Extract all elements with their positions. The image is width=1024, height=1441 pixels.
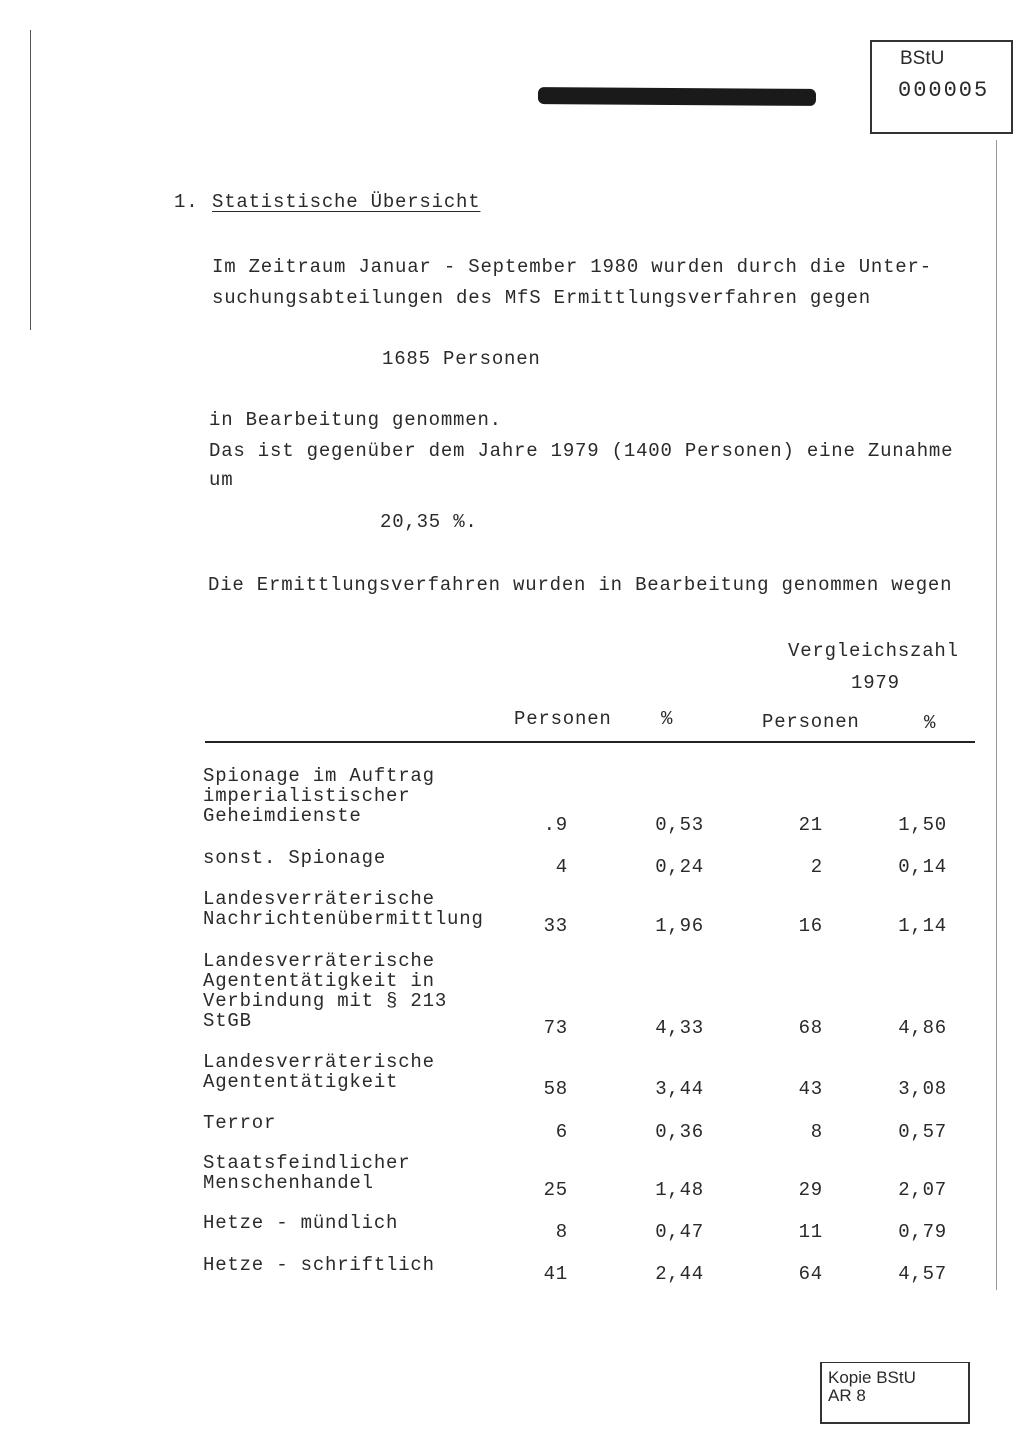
copy-stamp-line-1: Kopie BStU — [828, 1368, 916, 1387]
paragraph-line-2: suchungsabteilungen des MfS Ermittlungsverfahren gegen — [212, 287, 871, 309]
category-line: Agententätigkeit in — [203, 970, 435, 992]
row-nachrichtenuebermittlung-persons-1980: 33 — [543, 915, 568, 937]
row-terror-category — [203, 1113, 503, 1133]
category-line: Geheimdienste — [203, 805, 362, 827]
row-agententaetigkeit-213-percent-1980: 4,33 — [655, 1017, 704, 1039]
row-hetze-muendlich-persons-1979: 11 — [798, 1221, 823, 1243]
left-margin-line — [30, 30, 31, 330]
category-line: Menschenhandel — [203, 1172, 374, 1194]
category-line: Verbindung mit § 213 — [203, 990, 448, 1012]
category-line: Spionage im Auftrag — [203, 765, 435, 787]
redaction-bar — [538, 87, 816, 106]
row-agententaetigkeit-213-percent-1979: 4,86 — [898, 1017, 947, 1039]
category-line: Agententätigkeit — [203, 1071, 399, 1093]
row-agententaetigkeit-percent-1980: 3,44 — [655, 1078, 704, 1100]
section-number: 1. — [174, 191, 199, 213]
row-hetze-muendlich-percent-1979: 0,79 — [898, 1221, 947, 1243]
row-agententaetigkeit-category — [203, 1052, 503, 1092]
category-line: Hetze - schriftlich — [203, 1254, 435, 1276]
row-menschenhandel-category — [203, 1153, 503, 1193]
paragraph-line-1: Im Zeitraum Januar - September 1980 wurden durch die Unter- — [212, 256, 932, 278]
row-hetze-muendlich-persons-1980: 8 — [555, 1221, 568, 1243]
increase-percentage: 20,35 %. — [380, 511, 478, 533]
row-agententaetigkeit-persons-1979: 43 — [798, 1078, 823, 1100]
row-hetze-muendlich-percent-1980: 0,47 — [655, 1221, 704, 1243]
row-spionage-auftrag-percent-1980: 0,53 — [655, 814, 704, 836]
row-menschenhandel-percent-1979: 2,07 — [898, 1179, 947, 1201]
paragraph-line-4: Das ist gegenüber dem Jahre 1979 (1400 Personen) eine Zunahme — [209, 440, 954, 462]
category-line: StGB — [203, 1010, 252, 1032]
archive-stamp — [870, 40, 1013, 134]
row-nachrichtenuebermittlung-percent-1980: 1,96 — [655, 915, 704, 937]
header-percent-1980: % — [661, 708, 674, 730]
row-terror-percent-1980: 0,36 — [655, 1121, 704, 1143]
row-spionage-auftrag-persons-1979: 21 — [798, 814, 823, 836]
row-sonst-spionage-persons-1980: 4 — [555, 856, 568, 878]
table-header-rule — [205, 741, 975, 743]
category-line: sonst. Spionage — [203, 847, 387, 869]
row-sonst-spionage-percent-1979: 0,14 — [898, 856, 947, 878]
row-nachrichtenuebermittlung-percent-1979: 1,14 — [898, 915, 947, 937]
paragraph-line-3: in Bearbeitung genommen. — [209, 409, 502, 431]
category-line: Landesverräterische — [203, 950, 435, 972]
row-sonst-spionage-persons-1979: 2 — [810, 856, 823, 878]
row-agententaetigkeit-213-persons-1980: 73 — [543, 1017, 568, 1039]
category-line: Landesverräterische — [203, 1051, 435, 1073]
comparison-year: 1979 — [851, 672, 900, 694]
row-terror-persons-1979: 8 — [810, 1121, 823, 1143]
category-line: Hetze - mündlich — [203, 1212, 399, 1234]
row-menschenhandel-persons-1980: 25 — [543, 1179, 568, 1201]
row-spionage-auftrag-persons-1980: .9 — [543, 814, 568, 836]
row-hetze-schriftlich-percent-1980: 2,44 — [655, 1263, 704, 1285]
row-terror-persons-1980: 6 — [555, 1121, 568, 1143]
category-line: imperialistischer — [203, 785, 411, 807]
header-persons-1979: Personen — [762, 711, 860, 733]
copy-stamp — [820, 1362, 970, 1424]
row-menschenhandel-persons-1979: 29 — [798, 1179, 823, 1201]
comparison-label: Vergleichszahl — [788, 640, 959, 662]
row-nachrichtenuebermittlung-category — [203, 889, 503, 929]
row-agententaetigkeit-percent-1979: 3,08 — [898, 1078, 947, 1100]
category-line: Terror — [203, 1112, 277, 1134]
section-title: Statistische Übersicht — [212, 191, 481, 213]
row-hetze-schriftlich-percent-1979: 4,57 — [898, 1263, 947, 1285]
row-agententaetigkeit-213-persons-1979: 68 — [798, 1017, 823, 1039]
row-agententaetigkeit-213-category — [203, 951, 503, 1031]
row-agententaetigkeit-persons-1980: 58 — [543, 1078, 568, 1100]
row-hetze-schriftlich-persons-1980: 41 — [543, 1263, 568, 1285]
row-hetze-muendlich-category — [203, 1213, 503, 1233]
category-line: Nachrichtenübermittlung — [203, 908, 484, 930]
row-hetze-schriftlich-persons-1979: 64 — [798, 1263, 823, 1285]
copy-stamp-line-2: AR 8 — [828, 1386, 866, 1405]
row-nachrichtenuebermittlung-persons-1979: 16 — [798, 915, 823, 937]
stamp-agency: BStU — [900, 48, 945, 69]
row-spionage-auftrag-category — [203, 766, 503, 826]
category-line: Landesverräterische — [203, 888, 435, 910]
row-hetze-schriftlich-category — [203, 1255, 503, 1275]
stamp-page-number: 000005 — [898, 78, 990, 103]
paragraph-line-5: um — [209, 469, 234, 491]
row-terror-percent-1979: 0,57 — [898, 1121, 947, 1143]
category-line: Staatsfeindlicher — [203, 1152, 411, 1174]
right-margin-line — [996, 140, 997, 1290]
header-percent-1979: % — [924, 712, 937, 734]
row-menschenhandel-percent-1980: 1,48 — [655, 1179, 704, 1201]
row-sonst-spionage-percent-1980: 0,24 — [655, 856, 704, 878]
persons-count: 1685 Personen — [382, 348, 541, 370]
row-spionage-auftrag-percent-1979: 1,50 — [898, 814, 947, 836]
row-sonst-spionage-category — [203, 848, 503, 868]
header-persons-1980: Personen — [514, 708, 612, 730]
paragraph-line-6: Die Ermittlungsverfahren wurden in Bearbeitung genommen wegen — [208, 574, 953, 596]
